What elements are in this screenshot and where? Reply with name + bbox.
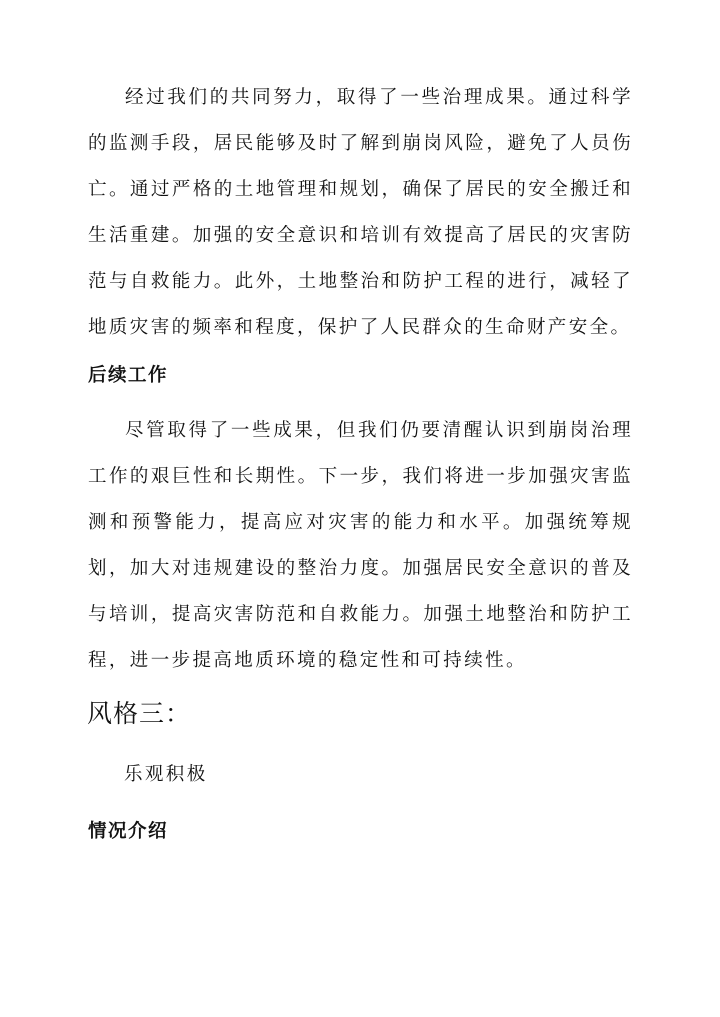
body-paragraph-results: 经过我们的共同努力，取得了一些治理成果。通过科学的监测手段，居民能够及时了解到崩岗风险，避免了人员伤亡。通过严格的土地管理和规划，确保了居民的安全搬迁和生活重建。加强的安全意识和培训有效提高了居民的灾害防范与自救能力。此外，土地整治和防护工程的进行，减轻了地质灾害的频率和程度，保护了人民群众的生命财产安全。 bbox=[88, 87, 633, 338]
section-heading-style3: 风格三： bbox=[87, 699, 192, 728]
section-heading-situation: 情况介绍 bbox=[88, 821, 169, 842]
body-paragraph-followup: 尽管取得了一些成果，但我们仍要清醒认识到崩岗治理工作的艰巨性和长期性。下一步，我们将进一步加强灾害监测和预警能力，提高应对灾害的能力和水平。加强统筹规划，加大对违规建设的整治力度。加强居民安全意识的普及与培训，提高灾害防范和自救能力。加强土地整治和防护工程，进一步提高地质环境的稳定性和可持续性。 bbox=[88, 420, 633, 671]
section-heading-followup: 后续工作 bbox=[88, 365, 169, 386]
style3-subtitle: 乐观积极 bbox=[124, 764, 208, 785]
